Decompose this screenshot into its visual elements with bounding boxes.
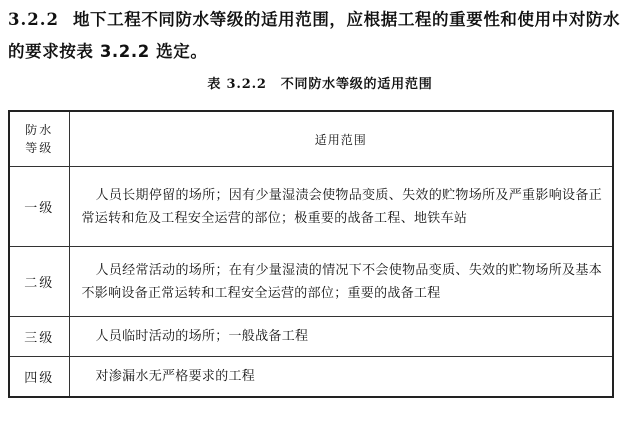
header-grade: 防水 等级 xyxy=(9,111,69,167)
scope-cell: 人员经常活动的场所；在有少量湿渍的情况下不会使物品变质、失效的贮物场所及基本不影响设备正常运转和工程安全运营的部位；重要的战备工程 xyxy=(69,247,613,317)
table-row xyxy=(9,247,613,317)
clause-paragraph xyxy=(8,4,634,68)
table-row xyxy=(9,357,613,397)
grade-cell: 一级 xyxy=(9,167,69,247)
scope-cell: 人员临时活动的场所；一般战备工程 xyxy=(69,317,613,357)
grade-cell: 二级 xyxy=(9,247,69,317)
scope-cell: 对渗漏水无严格要求的工程 xyxy=(69,357,613,397)
table-title: 不同防水等级的适用范围 xyxy=(280,77,433,92)
table-caption xyxy=(0,73,640,92)
grade-cell: 四级 xyxy=(9,357,69,397)
waterproof-grade-table xyxy=(8,110,614,398)
table-number: 表 3.2.2 xyxy=(207,77,267,92)
grade-cell: 三级 xyxy=(9,317,69,357)
clause-text: 地下工程不同防水等级的适用范围，应根据工程的重要性和使用中对防水的要求按表 3.2.2 选定。 xyxy=(8,10,621,61)
table-row xyxy=(9,317,613,357)
header-scope: 适用范围 xyxy=(69,111,613,167)
clause-number: 3.2.2 xyxy=(8,10,59,29)
scope-cell: 人员长期停留的场所；因有少量湿渍会使物品变质、失效的贮物场所及严重影响设备正常运转和危及工程安全运营的部位；极重要的战备工程、地铁车站 xyxy=(69,167,613,247)
table-row xyxy=(9,167,613,247)
table-header-row xyxy=(9,111,613,167)
